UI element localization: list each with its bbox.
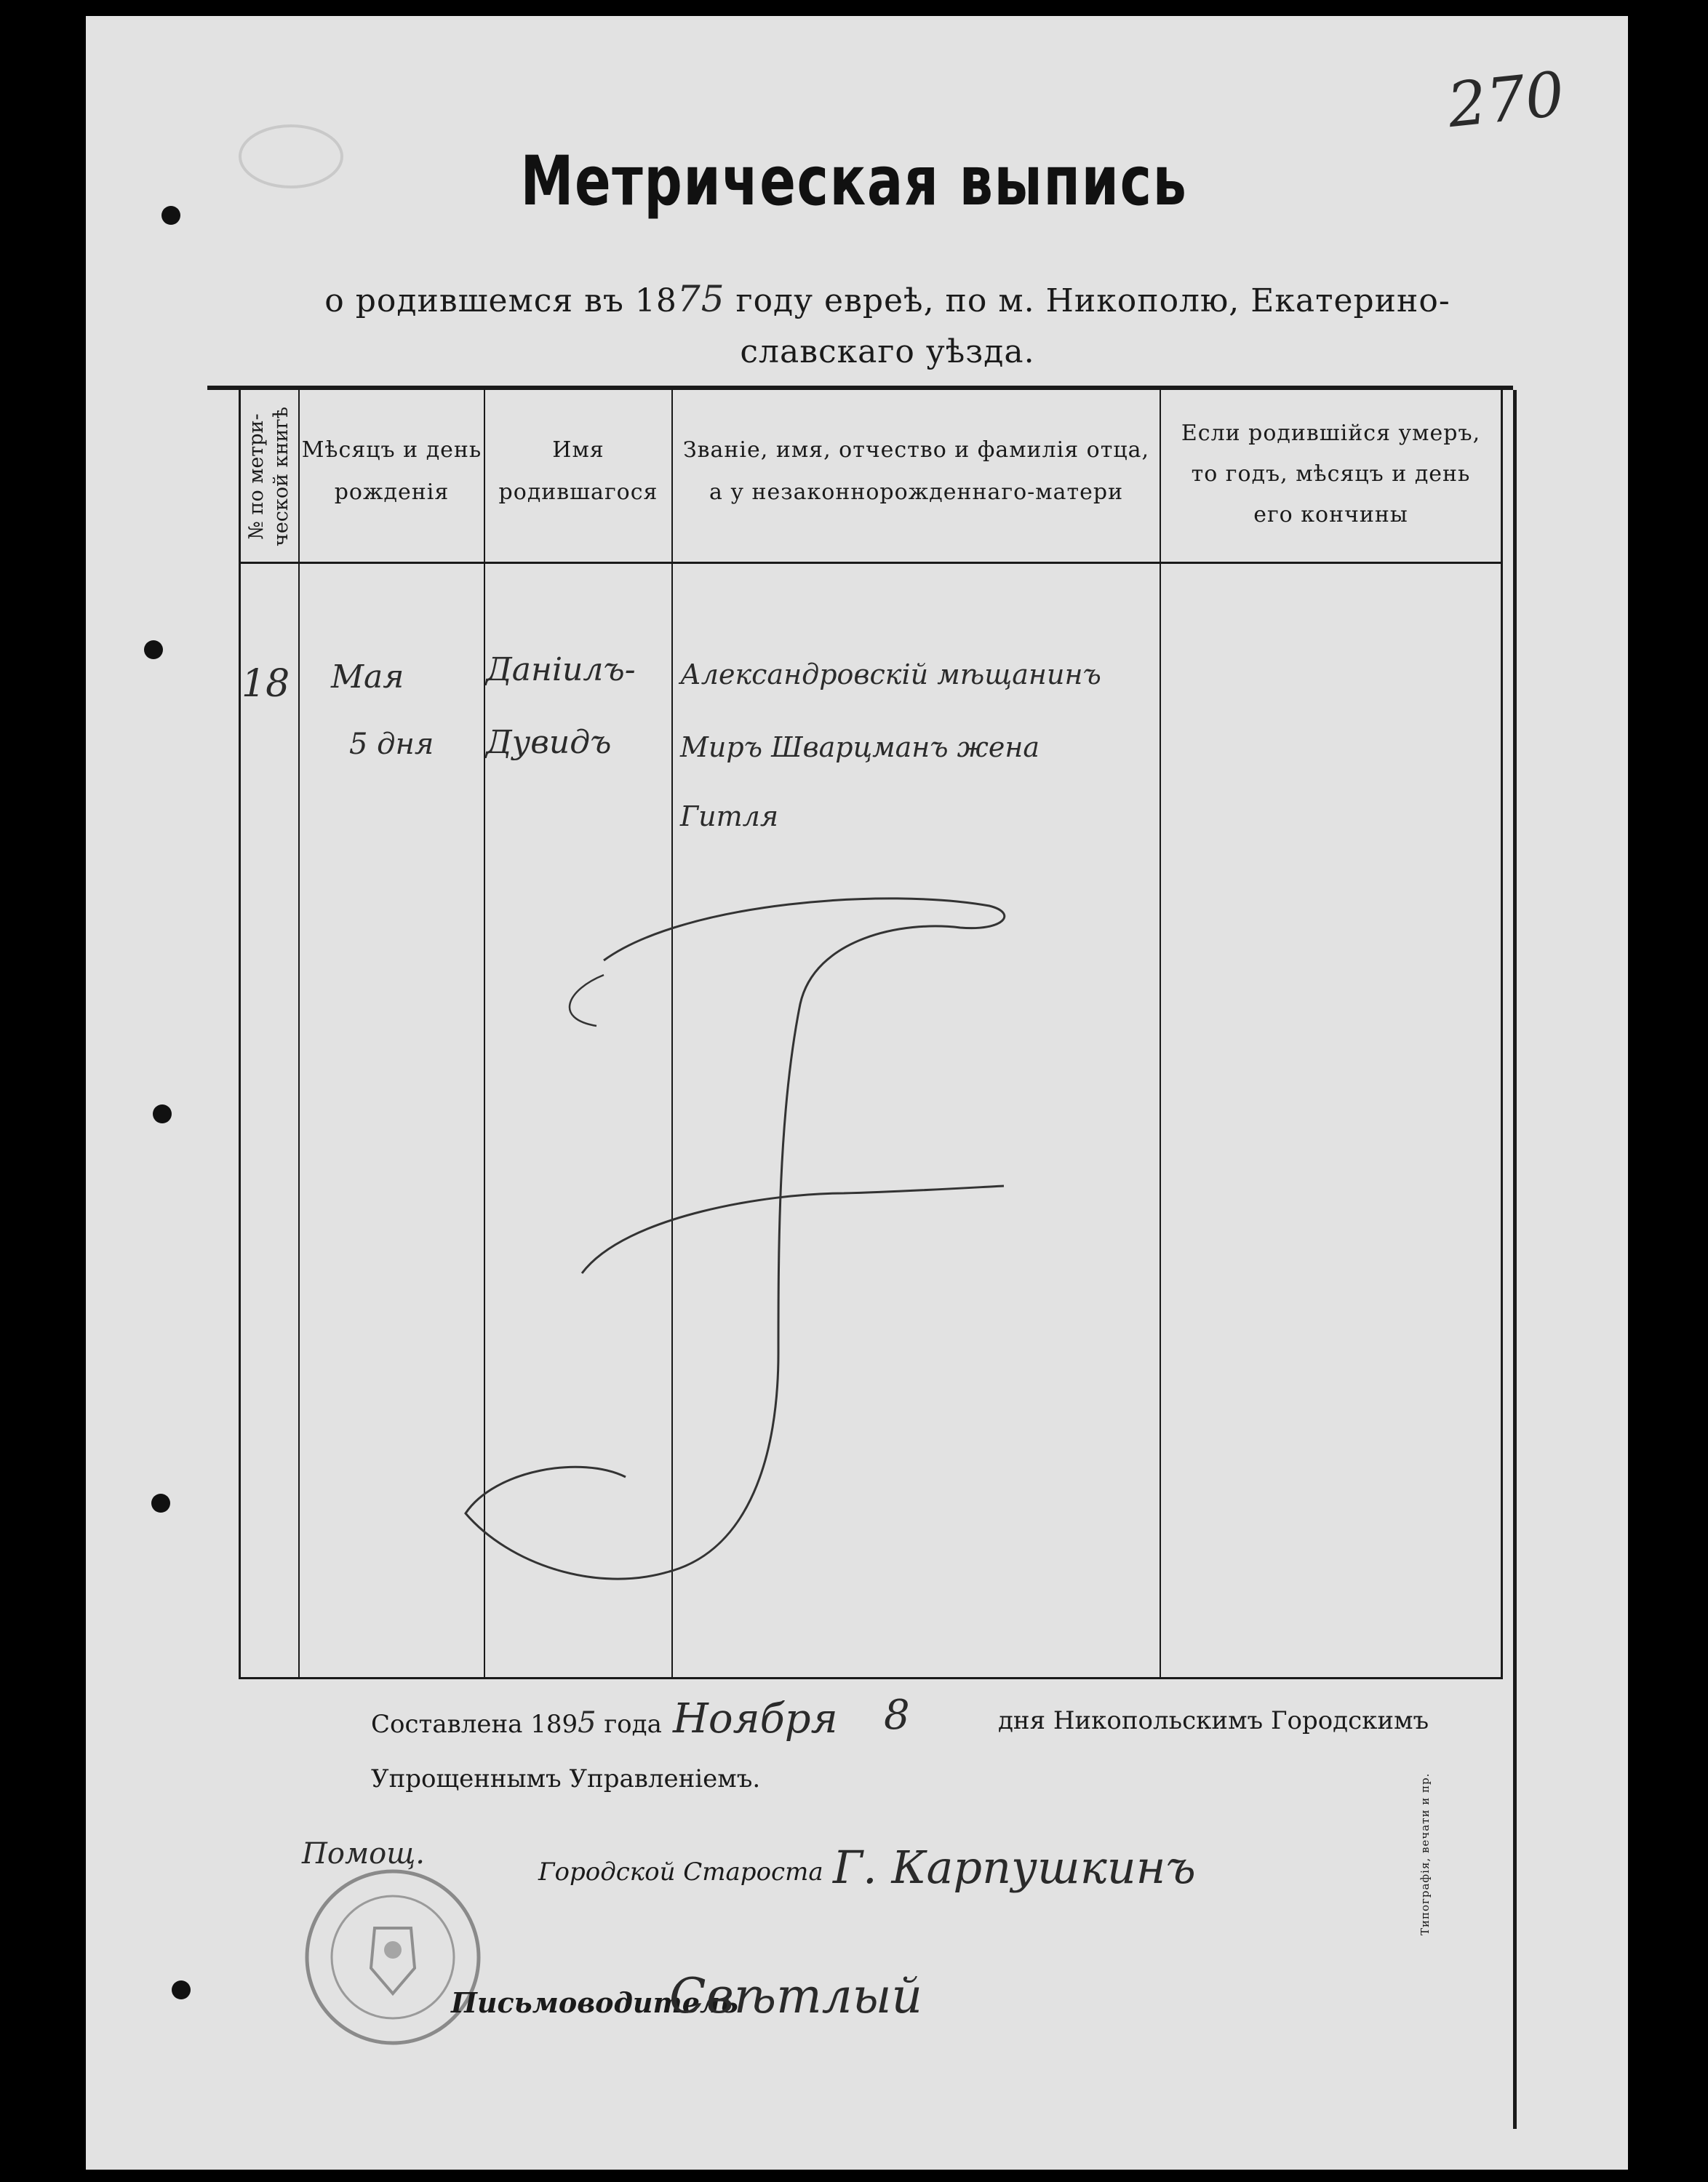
subtitle-line1	[218, 278, 1557, 320]
composed-line2: Упрощеннымъ Управленіемъ.	[371, 1764, 761, 1793]
printer-note: Типографія, вечати и пр.	[1418, 1772, 1432, 1935]
table-top-rule	[207, 386, 1513, 390]
entry-father-line1: Александровскій мѣщанинъ	[680, 658, 1101, 690]
punch-hole	[151, 1494, 170, 1513]
table-left-border	[239, 390, 241, 1679]
entry-number: 18	[242, 662, 290, 706]
punch-hole	[144, 640, 163, 659]
header-number-line: № по метри-	[245, 413, 268, 540]
entry-name-line1: Даніилъ-	[486, 651, 636, 688]
entry-date-day: 5 дня	[349, 728, 434, 761]
closing-flourish	[436, 873, 1164, 1601]
header-line: то годъ, мѣсяцъ и день	[1191, 461, 1471, 487]
punch-hole	[161, 206, 180, 225]
header-birth-date	[300, 429, 484, 514]
composed-line	[371, 1706, 662, 1740]
subtitle-line2: славскаго уѣзда.	[740, 333, 1035, 370]
header-line: рожденія	[334, 479, 450, 505]
composed-prefix: Составлена 189	[371, 1710, 578, 1739]
header-number-line: ческой книгѣ	[270, 407, 292, 546]
entry-father-line2: Миръ Шварцманъ жена	[680, 731, 1040, 763]
clerk-signature: Свѣтлый	[669, 1968, 923, 2024]
table-right-border	[1501, 390, 1503, 1679]
composed-year: 5	[578, 1706, 596, 1740]
header-line: Если родившійся умеръ,	[1181, 421, 1481, 446]
composed-suffix: дня Никопольскимъ Городскимъ	[998, 1706, 1429, 1735]
birth-year-handwritten: 75	[677, 278, 725, 320]
punch-hole	[172, 1980, 191, 1999]
elder-label: Городской Староста	[538, 1858, 823, 1887]
composed-day: 8	[884, 1692, 910, 1739]
elder-signature: Г. Карпушкинъ	[833, 1841, 1196, 1894]
composed-month: Ноября	[673, 1695, 838, 1743]
assistant-note: Помощ.	[302, 1837, 425, 1871]
header-line: Званіе, имя, отчество и фамилія отца,	[682, 437, 1150, 463]
official-seal	[295, 1859, 491, 2055]
header-line: а у незаконнорожденнаго-матери	[709, 479, 1124, 505]
header-father	[673, 429, 1160, 514]
page-title: Метрическая выпись	[520, 142, 1188, 221]
table-bottom-rule	[240, 1677, 1502, 1679]
header-line: его кончины	[1253, 502, 1408, 527]
entry-name-line2: Дувидъ	[486, 724, 612, 761]
page-number: 270	[1444, 57, 1568, 142]
table-header-rule	[240, 562, 1502, 564]
table-right-border-outer	[1513, 390, 1517, 2129]
entry-father-line3: Гитля	[680, 800, 779, 832]
column-divider	[298, 390, 300, 1678]
subtitle-suffix: году евреѣ, по м. Никополю, Екатерино-	[725, 282, 1450, 319]
punch-hole	[153, 1104, 172, 1123]
composed-mid: года	[596, 1710, 662, 1739]
header-name	[485, 429, 671, 514]
subtitle-prefix: о родившемся въ 18	[324, 282, 677, 319]
header-number	[240, 393, 298, 560]
clerk-label: Письмоводитель	[451, 1986, 738, 2019]
header-line: Имя	[552, 437, 604, 463]
header-line: родившагося	[498, 479, 658, 505]
header-line: Мѣсяцъ и день	[301, 437, 482, 463]
header-death	[1161, 413, 1501, 535]
entry-date-month: Мая	[331, 658, 404, 696]
